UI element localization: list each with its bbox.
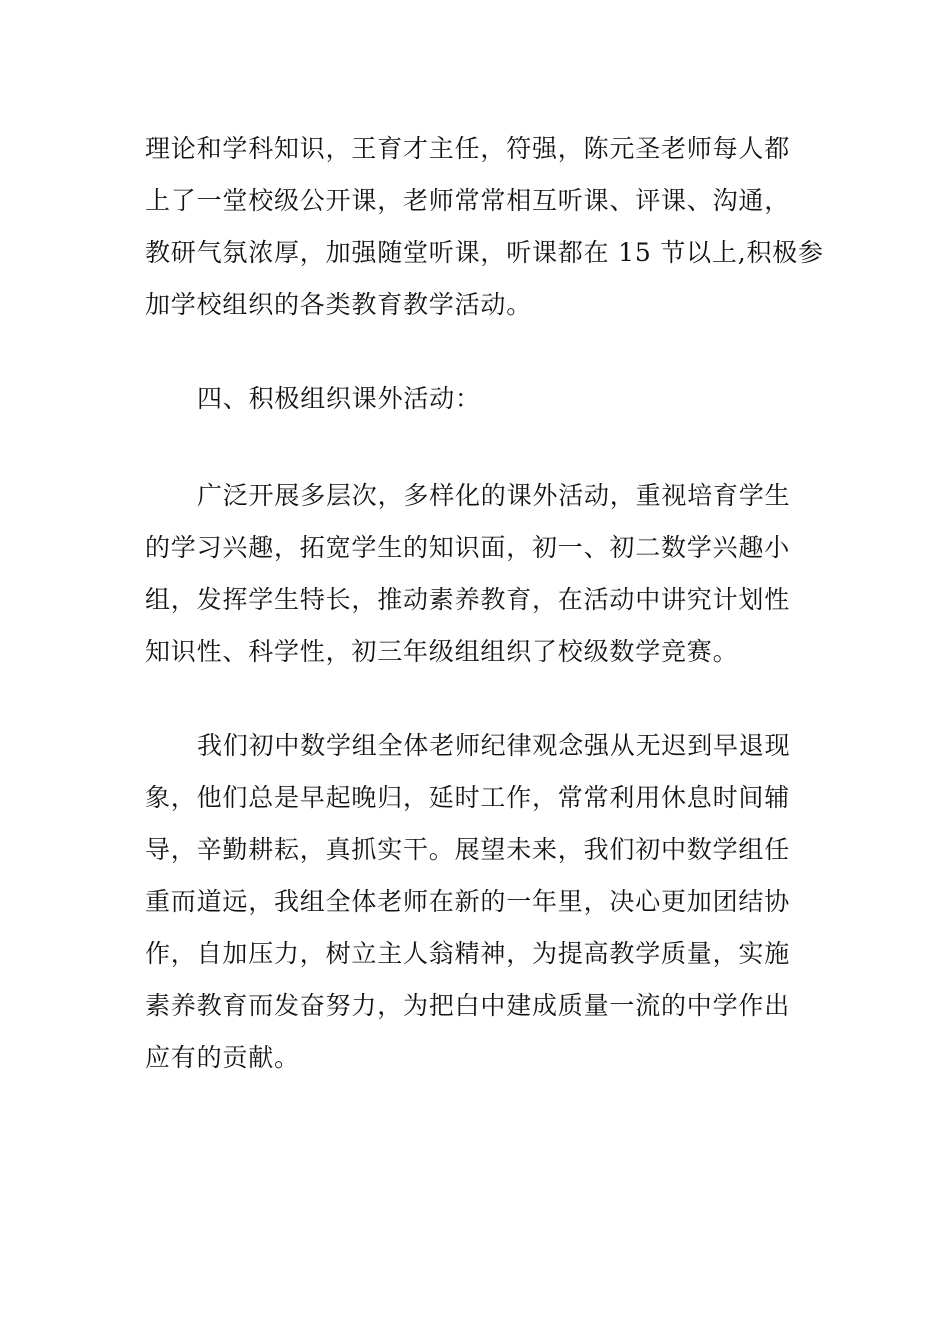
paragraph-1-line-2: 上了一堂校级公开课，老师常常相互听课、评课、沟通， <box>145 186 791 215</box>
paragraph-3-line-6: 素养教育而发奋努力，为把白中建成质量一流的中学作出 <box>145 991 791 1020</box>
paragraph-3-line-5: 作，自加压力，树立主人翁精神，为提高教学质量，实施 <box>145 939 791 968</box>
paragraph-3-line-3: 导，辛勤耕耘，真抓实干。展望未来，我们初中数学组任 <box>145 835 791 864</box>
paragraph-3-line-1: 我们初中数学组全体老师纪律观念强从无迟到早退现 <box>197 731 791 760</box>
paragraph-3-line-4: 重而道远，我组全体老师在新的一年里，决心更加团结协 <box>145 887 791 916</box>
paragraph-3-line-2: 象，他们总是早起晚归，延时工作，常常利用休息时间辅 <box>145 783 791 812</box>
paragraph-2-line-1: 广泛开展多层次，多样化的课外活动，重视培育学生 <box>197 481 791 510</box>
paragraph-2-line-3: 组，发挥学生特长，推动素养教育，在活动中讲究计划性 <box>145 585 791 614</box>
paragraph-3-line-7: 应有的贡献。 <box>145 1043 300 1072</box>
paragraph-1-line-1: 理论和学科知识，王育才主任，符强，陈元圣老师每人都 <box>145 134 791 163</box>
section-heading-4: 四、积极组织课外活动： <box>197 384 481 413</box>
paragraph-1-line-4: 加学校组织的各类教育教学活动。 <box>145 290 533 319</box>
paragraph-2-line-4: 知识性、科学性，初三年级组组织了校级数学竞赛。 <box>145 637 739 666</box>
paragraph-2-line-2: 的学习兴趣，拓宽学生的知识面，初一、初二数学兴趣小 <box>145 533 791 562</box>
paragraph-1-line-3: 教研气氛浓厚，加强随堂听课，听课都在 15 节以上,积极参 <box>145 238 824 267</box>
